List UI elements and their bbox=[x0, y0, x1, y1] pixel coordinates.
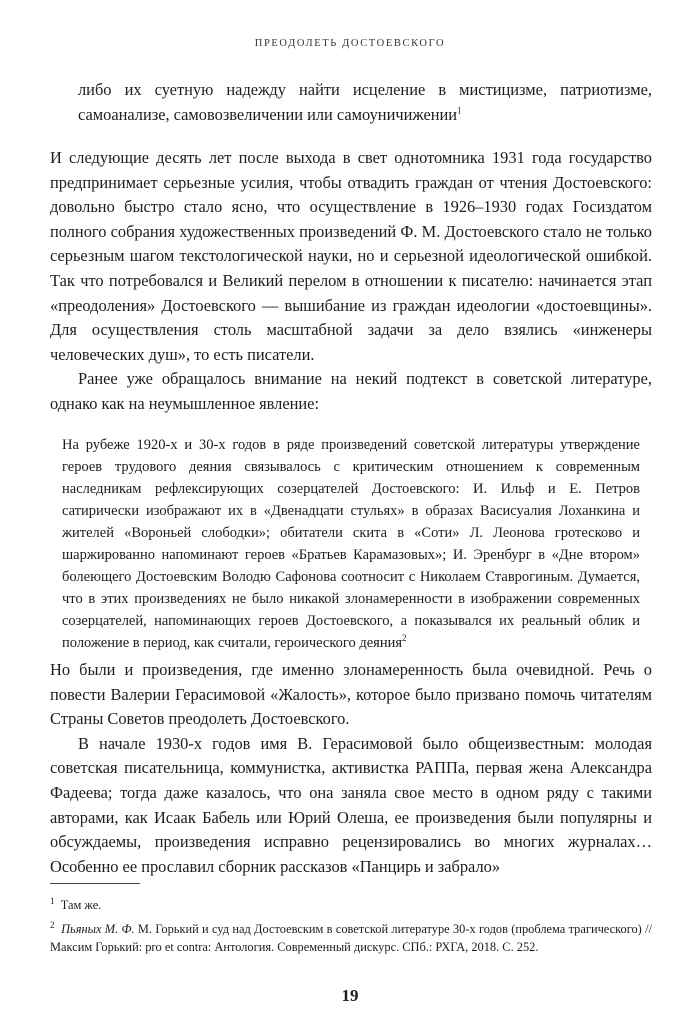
body-text-block-2 bbox=[50, 658, 652, 879]
paragraph: И следующие десять лет после выхода в свет однотомника 1931 года государство предпринимает серьезные усилия, чтобы отвадить граждан от чтения Достоевского: довольно быстро стало ясно, что осуществление в 1926–1930 годах Госиздатом полного собрания художественных произведений Ф. М. Достоевского стало не только серьезным шагом текстологической науки, но и серьезной идеологической ошибкой. Так что потребовался и Великий перелом в отношении к писателю: начинается этап «преодоления» Достоевского — вышибание из граждан идеологии «достоевщины». Для осуществления столь масштабной задачи за дело взялись «инженеры человеческих душ», то есть писатели. bbox=[50, 148, 652, 364]
body-text-block bbox=[50, 146, 652, 417]
running-head: ПРЕОДОЛЕТЬ ДОСТОЕВСКОГО bbox=[254, 38, 446, 49]
footnote-ref: 2 bbox=[402, 633, 407, 644]
footnote-mark: 1 bbox=[50, 895, 55, 906]
footnote-divider bbox=[50, 883, 140, 884]
footnotes bbox=[50, 896, 652, 962]
page-number: 19 bbox=[341, 986, 359, 1005]
footnote bbox=[50, 896, 652, 914]
footnote-ref: 1 bbox=[457, 105, 462, 116]
paragraph-continuation bbox=[50, 78, 652, 127]
footnote-text: Там же. bbox=[60, 898, 102, 912]
footnote-author: Пьяных М. Ф. bbox=[61, 922, 135, 936]
footnote-mark: 2 bbox=[50, 919, 55, 930]
paragraph: В начале 1930-х годов имя В. Герасимовой было общеизвестным: молодая советская писательница, коммунистка, активистка РАППа, первая жена Александра Фадеева; тогда даже казалось, что она заняла свое место в одном ряду с такими авторами, как Исаак Бабель или Юрий Олеша, ее произведения были популярны и обсуждаемы, произведения исправно рецензировались во многих журналах… Особенно ее прославил сборник рассказов «Панцирь и забрало» bbox=[50, 733, 652, 876]
quote-text: На рубеже 1920-х и 30-х годов в ряде произведений советской литературы утверждение героев трудового деяния связывалось с критическим отношением к современным наследникам рефлексирующих созерцателей Достоевского: И. Ильф и Е. Петров сатирически изображают их в «Двенадцати стульях» в образах Васисуалия Лоханкина и жителей «Вороньей слободки»; обитатели скита в «Соти» Л. Леонова гротесково и шаржированно напоминают героев «Братьев Карамазовых»; И. Эренбург в «Дне втором» болеющего Достоевским Володю Сафонова соотносит с Николаем Ставрогиным. Думается, что в этих произведениях не было никакой злонамеренности в изображении современных созерцателей, напоминающих героев Достоевского, а показывался их реальный облик и положение в период, как считали, героического деяния bbox=[62, 437, 640, 651]
footnote bbox=[50, 920, 652, 956]
footnote-text: М. Горький и суд над Достоевским в советской литературе 30-х годов (проблема трагического) // Максим Горький: pro et contra: Антология. Современный дискурс. СПб.: РХГА, 2018. С. 252. bbox=[50, 922, 652, 954]
paragraph: Ранее уже обращалось внимание на некий подтекст в советской литературе, однако как на неумышленное явление: bbox=[50, 369, 652, 413]
paragraph: Но были и произведения, где именно злонамеренность была очевидной. Речь о повести Валерии Герасимовой «Жалость», которое было призвано помочь читателям Страны Советов преодолеть Достоевского. bbox=[50, 660, 652, 729]
block-quote bbox=[62, 434, 640, 654]
paragraph-text: либо их суетную надежду найти исцеление в мистицизме, патриотизме, самоанализе, самовозвеличении или самоуничижении bbox=[78, 80, 652, 124]
